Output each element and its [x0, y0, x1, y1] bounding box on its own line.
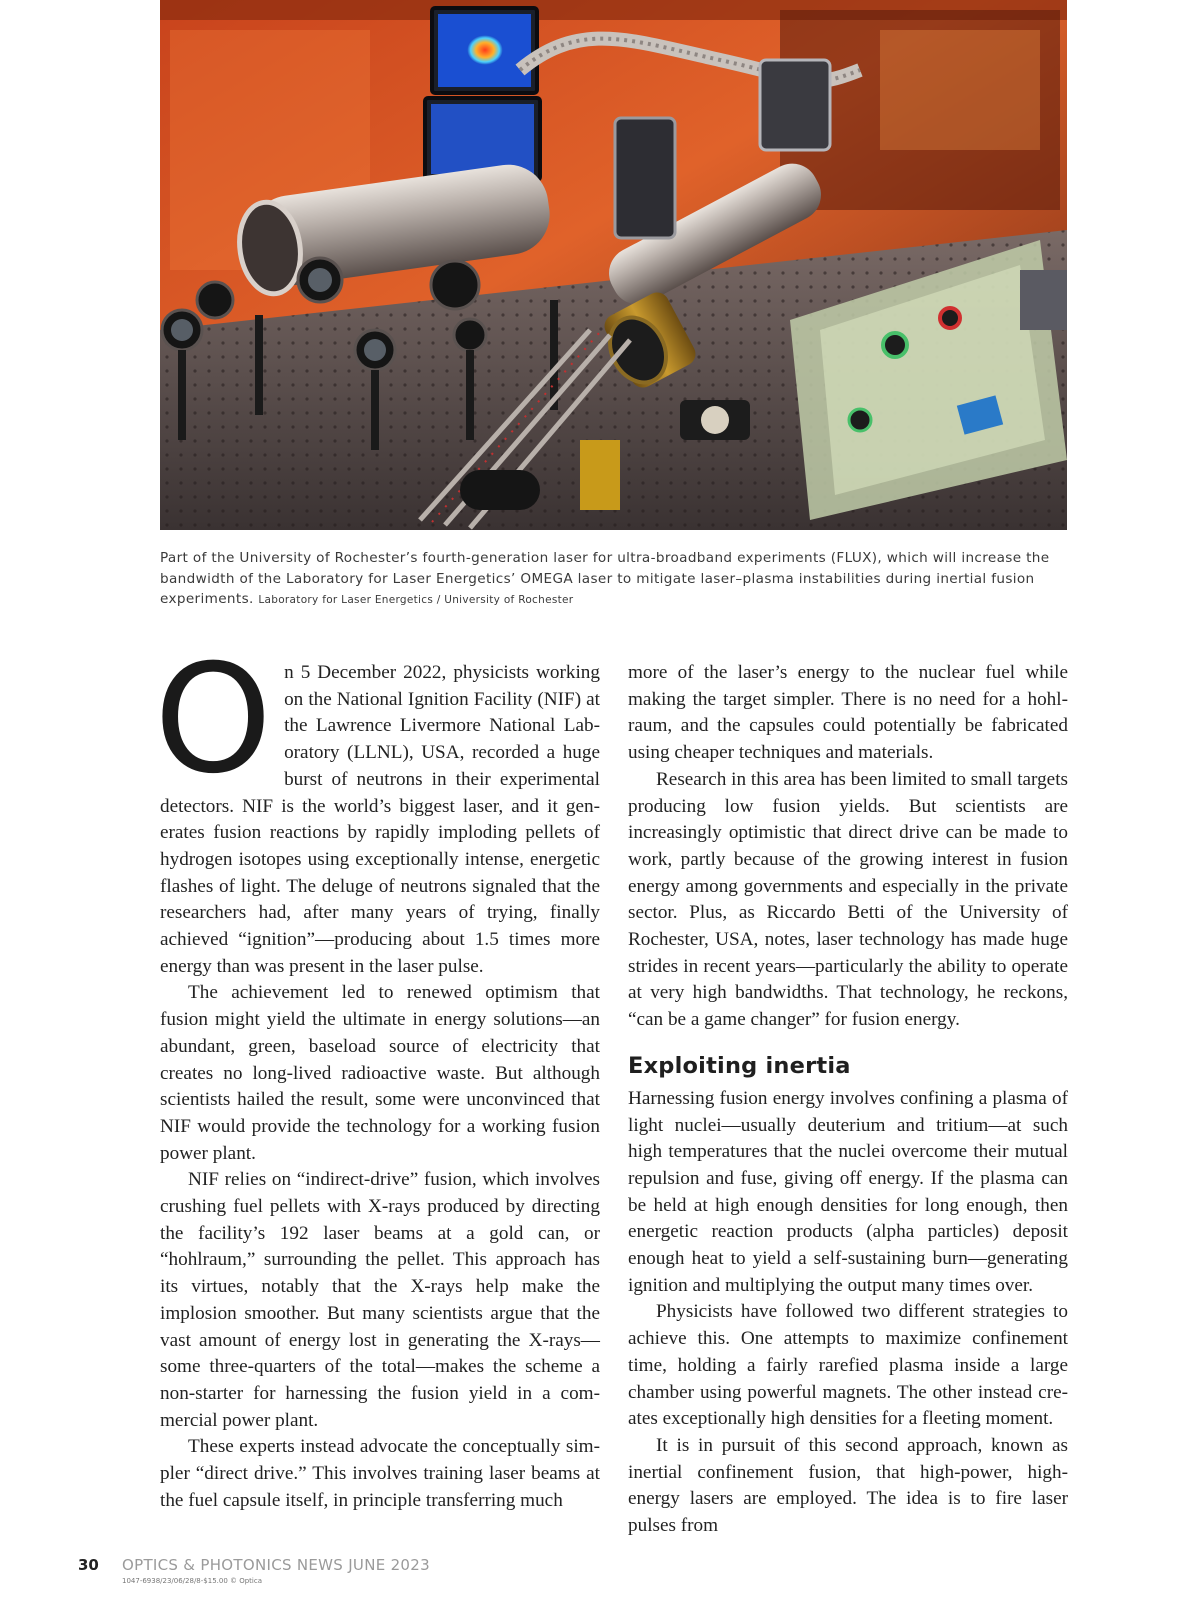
- article-paragraph-5: more of the laser’s energy to the nuclear fuel while making the target simpler. There is no need for a hohlraum, and the capsules could potentially be fabricated using cheaper techniques and materials.: [628, 662, 1068, 764]
- article-paragraph-7: Harnessing fusion energy involves confining a plasma of light nuclei—usually deuterium and tritium—at such high temperatures that the nuclei overcome their mutual repulsion and fuse, giving off energy. If the plasma can be held at high enough densities for long enough, then energetic reaction products (alpha particles) deposit enough heat to yield a self-sustaining burn—generating ignition and multiplying the output many times over.: [628, 1087, 1068, 1296]
- figure-caption: [160, 548, 1067, 611]
- publication-title: OPTICS & PHOTONICS NEWS JUNE 2023: [122, 1556, 430, 1574]
- article-paragraph-2: The achievement led to renewed optimism that fusion might yield the ultimate in energy solutions—an abundant, green, baseload source of electricity that creates no long-lived radioactive waste. But although scientists hailed the result, some were unconvinced that NIF would provide the technology for a working fusion power plant.: [160, 982, 600, 1164]
- article-paragraph-3: NIF relies on “indirect-drive” fusion, which involves crushing fuel pellets with X-rays produced by directing the facility’s 192 laser beams at a gold can, or “hohlraum,” surrounding the pellet. This approach has its virtues, notably that the X-rays help make the implosion smoother. But many scientists argue that the vast amount of energy lost in generating the X-rays—some three-quarters of the total—makes the scheme a non-starter for harnessing the fusion yield in a commercial power plant.: [160, 1169, 600, 1431]
- issn-line: 1047-6938/23/06/28/8-$15.00 © Optica: [122, 1577, 263, 1585]
- caption-text: Part of the University of Rochester’s fourth-generation laser for ultra-broadband experiments (FLUX), which will increase the bandwidth of the Laboratory for Laser Energetics’ OMEGA laser to mitigate laser–plasma instabilities during inertial fusion experiments.: [160, 550, 1050, 607]
- section-heading: Exploiting inertia: [628, 1052, 851, 1079]
- article-paragraph-1: [154, 633, 600, 980]
- page-number: 30: [78, 1556, 99, 1574]
- laser-lab-photo: [160, 0, 1067, 530]
- article-paragraph-6: Research in this area has been limited to small targets producing low fusion yields. But scientists are increasingly optimistic that direct drive can be made to work, partly because of the growing interest in fusion energy among governments and especially in the private sector. Plus, as Riccardo Betti of the University of Rochester, USA, notes, laser technology has made huge strides in recent years—particularly the ability to operate at very high bandwidths. That technology, he reckons, “can be a game changer” for fusion energy.: [628, 768, 1068, 1031]
- article-paragraph-4: These experts instead advocate the conceptually simpler “direct drive.” This involves training laser beams at the fuel capsule itself, in principle transferring much: [160, 1436, 600, 1511]
- drop-cap: O: [154, 633, 273, 807]
- article-column-right: [628, 660, 1068, 1540]
- laser-lab-illustration: [160, 0, 1067, 530]
- photo-credit: Laboratory for Laser Energetics / University of Rochester: [258, 594, 574, 606]
- article-column-left: [154, 633, 600, 1515]
- article-paragraph-9: It is in pursuit of this second approach, known as inertial confinement fusion, that high-power, high-energy lasers are employed. The idea is to fire laser pulses from: [628, 1434, 1068, 1537]
- article-paragraph-8: Physicists have followed two different strategies to achieve this. One attempts to maximize confinement time, holding a fairly rarefied plasma inside a large chamber using powerful magnets. The other instead creates exceptionally high densities for a fleeting moment.: [628, 1301, 1068, 1430]
- page-footer: [78, 1556, 578, 1600]
- paragraph-1-text: n 5 December 2022, physicists working on the National Ignition Facility (NIF) at the Lawrence Livermore National Laboratory (LLNL), USA, recorded a huge burst of neutrons in their experimental detectors. NIF is the world’s biggest laser, and it generates fusion reactions by rapidly imploding pellets of hydrogen isotopes using exceptionally intense, energetic flashes of light. The deluge of neutrons signaled that the researchers had, after many years of trying, finally achieved “ignition”—producing about 1.5 times more energy than was present in the laser pulse.: [160, 662, 600, 977]
